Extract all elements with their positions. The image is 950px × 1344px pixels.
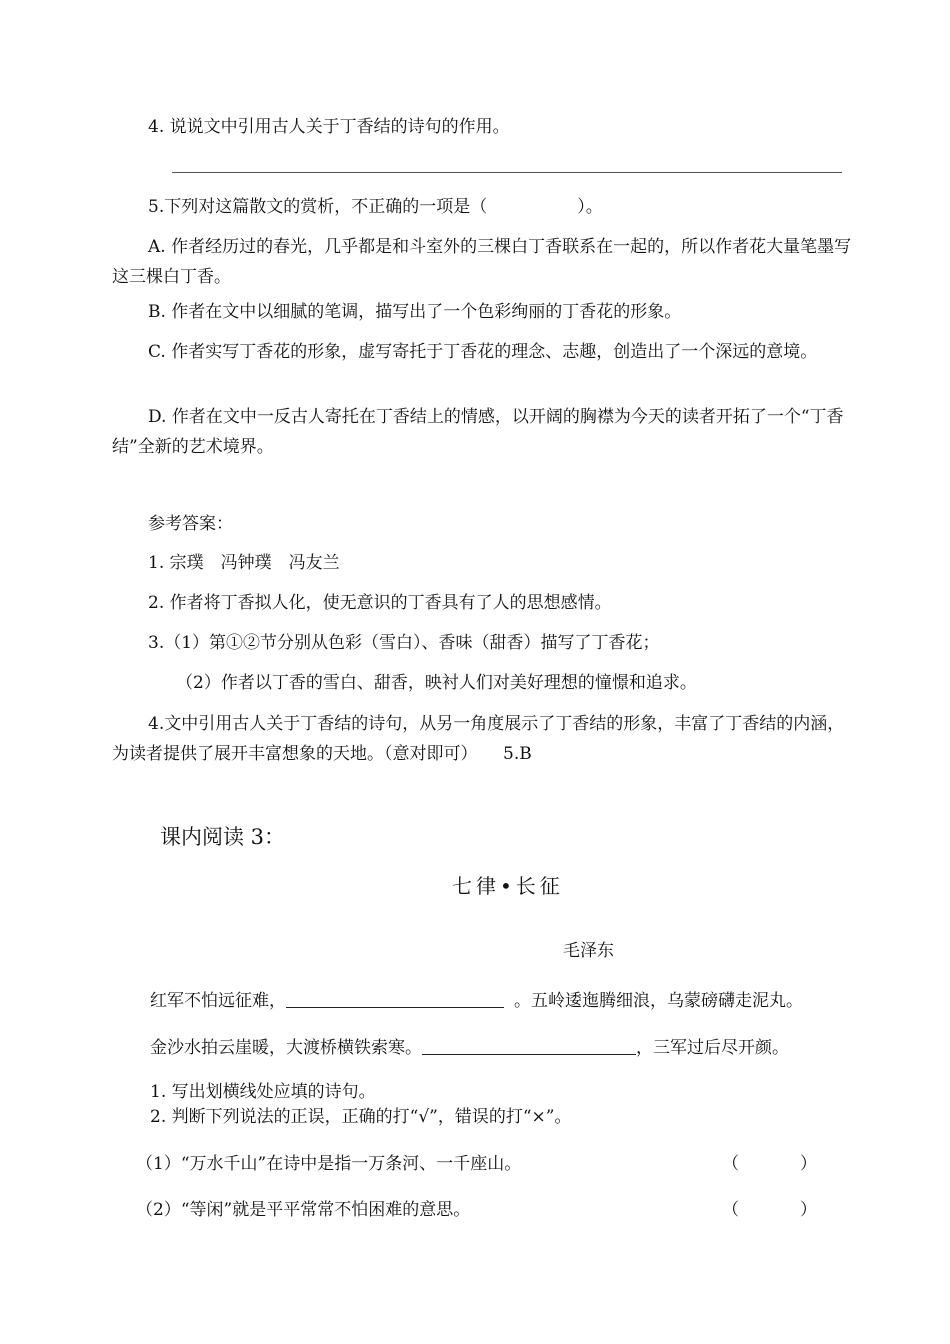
poem-line-1-end: 。五岭逶迤腾细浪，乌蒙磅礴走泥丸。	[514, 991, 803, 1011]
judgement-1-paren-close: ）	[800, 1154, 817, 1174]
answer-3-1: 3.（1）第①②节分别从色彩（雪白）、香味（甜香）描写了丁香花；	[148, 633, 660, 653]
answer-1: 1. 宗璞 冯钟璞 冯友兰	[148, 553, 340, 573]
poem-line-1	[150, 989, 803, 1011]
judgement-2: （2）“等闲”就是平平常常不怕困难的意思。	[136, 1200, 471, 1220]
judgement-2-paren-open: （	[722, 1200, 739, 1220]
poem-blank-1[interactable]	[286, 989, 504, 1008]
option-a: A. 作者经历过的春光，几乎都是和斗室外的三棵白丁香联系在一起的，所以作者花大量笔墨写这三棵白丁香。	[112, 237, 852, 287]
poem-line-1-start: 红军不怕远征难，	[150, 991, 286, 1011]
question-5-stem-end: ）。	[577, 197, 603, 217]
option-d: D. 作者在文中一反古人寄托在丁香结上的情感，以开阔的胸襟为今天的读者开拓了一个“丁香结”全新的艺术境界。	[112, 407, 844, 457]
judgement-1: （1）“万水千山”在诗中是指一万条河、一千座山。	[136, 1154, 522, 1174]
poem-line-2	[150, 1036, 789, 1058]
judgement-2-paren-close: ）	[800, 1200, 817, 1220]
poem-line-2-end: ，三军过后尽开颜。	[636, 1038, 789, 1058]
question-4: 4. 说说文中引用古人关于丁香结的诗句的作用。	[148, 117, 510, 137]
question-5-stem: 5.下列对这篇散文的赏析，不正确的一项是（	[148, 197, 488, 217]
poem-blank-2[interactable]	[422, 1036, 636, 1055]
answers-heading: 参考答案：	[148, 514, 233, 534]
option-b: B. 作者在文中以细腻的笔调，描写出了一个色彩绚丽的丁香花的形象。	[148, 302, 682, 322]
judgement-1-paren-open: （	[722, 1154, 739, 1174]
poem-title: 七律•长征	[452, 874, 564, 898]
option-c: C. 作者实写丁香花的形象，虚写寄托于丁香花的理念、志趣，创造出了一个深远的意境。	[148, 342, 818, 362]
answer-4-5: 4.文中引用古人关于丁香结的诗句，从另一角度展示了丁香结的形象，丰富了丁香结的内涵，为读者提供了展开丰富想象的天地。（意对即可） 5.B	[112, 714, 845, 764]
answer-2: 2. 作者将丁香拟人化，使无意识的丁香具有了人的思想感情。	[148, 593, 612, 613]
answer-3-2: （2）作者以丁香的雪白、甜香，映衬人们对美好理想的憧憬和追求。	[176, 673, 697, 693]
reading3-question-2: 2. 判断下列说法的正误，正确的打“√”，错误的打“×”。	[150, 1107, 572, 1127]
reading3-question-1: 1. 写出划横线处应填的诗句。	[150, 1082, 376, 1102]
poem-author: 毛泽东	[563, 941, 614, 961]
section-heading: 课内阅读 3：	[160, 825, 286, 849]
poem-line-2-start: 金沙水拍云崖暖，大渡桥横铁索寒。	[150, 1038, 422, 1058]
question-5	[148, 197, 603, 217]
answer-line-q4	[172, 172, 842, 173]
